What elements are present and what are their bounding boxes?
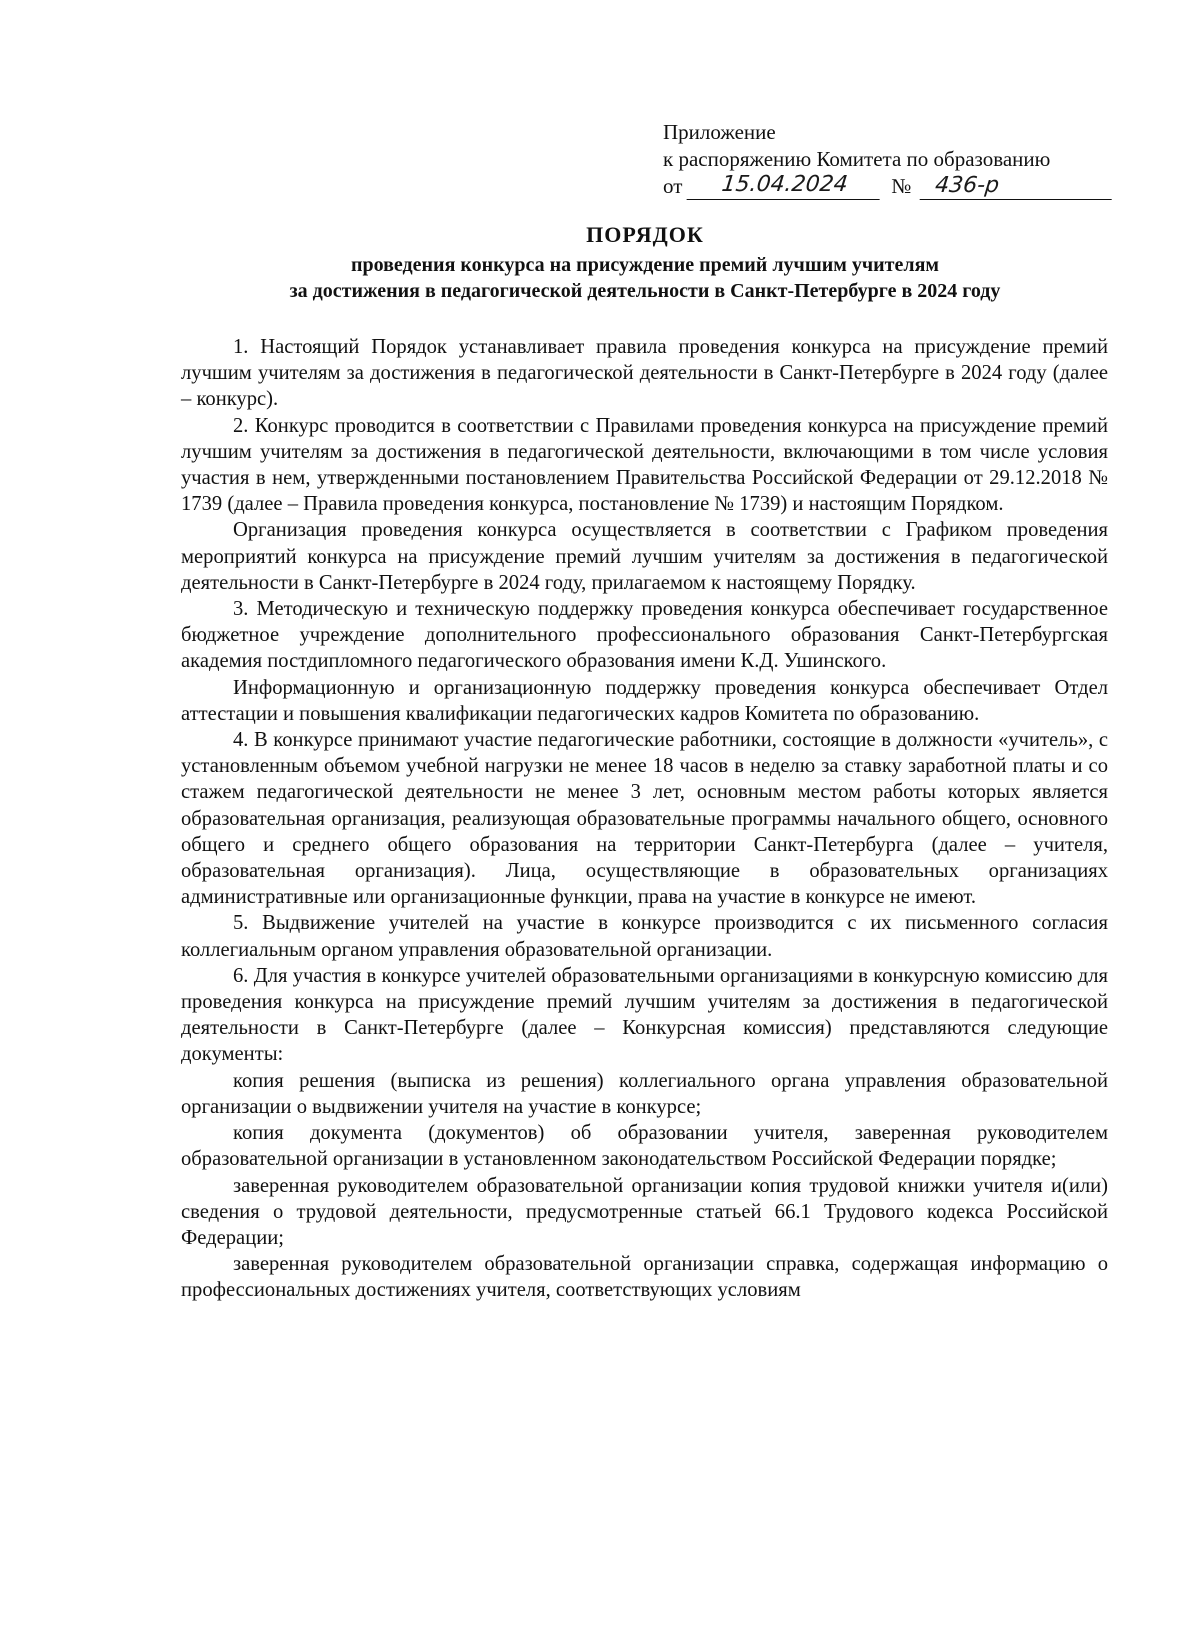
document-body (181, 334, 1108, 1304)
document-title: ПОРЯДОК (586, 222, 704, 247)
paragraph: Информационную и организационную поддержку проведения конкурса обеспечивает Отдел аттестации и повышения квалификации педагогических кадров Комитета по образованию. (181, 676, 1108, 725)
paragraph: 4. В конкурсе принимают участие педагогические работники, состоящие в должности «учитель», с установленным объемом учебной нагрузки не менее 18 часов в неделю за ставку заработной платы и со стажем педагогической деятельности не менее 3 лет, основным местом работы которых является образовательная организация, реализующая образовательные программы начального общего, основного общего и среднего общего образования на территории Санкт-Петербурга (далее – учителя, образовательная организация). Лица, осуществляющие в образовательных организациях административные или организационные функции, права на участие в конкурсе не имеют. (181, 729, 1108, 909)
appendix-title: Приложение (663, 120, 776, 144)
paragraph: 1. Настоящий Порядок устанавливает правила проведения конкурса на присуждение премий лучшим учителям за достижения в педагогической деятельности в Санкт-Петербурге в 2024 году (далее – конкурс). (181, 336, 1108, 411)
handwritten-date: 15.04.2024 (687, 173, 883, 200)
appendix-reference: к распоряжению Комитета по образованию (663, 147, 1051, 171)
paragraph: Организация проведения конкурса осуществляется в соответствии с Графиком проведения мероприятий конкурса на присуждение премий лучшим учителям за достижения в педагогической деятельности в Санкт-Петербурге в 2024 году, прилагаемом к настоящему Порядку. (181, 519, 1108, 594)
paragraph: копия решения (выписка из решения) коллегиального органа управления образовательной организации о выдвижении учителя на участие в конкурсе; (181, 1069, 1108, 1118)
paragraph: 2. Конкурс проводится в соответствии с Правилами проведения конкурса на присуждение премий лучшим учителям за достижения в педагогической деятельности, включающими в том числе условия участия в нем, утвержденными постановлением Правительства Российской Федерации от 29.12.2018 № 1739 (далее – Правила проведения конкурса, постановление № 1739) и настоящим Порядком. (181, 414, 1108, 516)
document-subtitle-line-2: за достижения в педагогической деятельности в Санкт-Петербурге в 2024 году (289, 280, 1001, 302)
appendix-block (663, 119, 1123, 200)
appendix-date-number-line (663, 173, 1123, 200)
number-label: № (891, 174, 912, 198)
from-label: от (663, 174, 683, 198)
paragraph: заверенная руководителем образовательной организации справка, содержащая информацию о профессиональных достижениях учителя, соответствующих условиям (181, 1253, 1108, 1302)
paragraph: копия документа (документов) об образовании учителя, заверенная руководителем образовательной организации в установленном законодательством Российской Федерации порядке; (181, 1122, 1108, 1171)
paragraph: заверенная руководителем образовательной организации копия трудовой книжки учителя и(или) сведения о трудовой деятельности, предусмотренные статьей 66.1 Трудового кодекса Российской Федерации; (181, 1174, 1108, 1249)
paragraph: 3. Методическую и техническую поддержку проведения конкурса обеспечивает государственное бюджетное учреждение дополнительного профессионального образования Санкт-Петербургская академия постдипломного педагогического образования имени К.Д. Ушинского. (181, 598, 1108, 673)
handwritten-number: 436-р (920, 174, 1115, 200)
paragraph: 5. Выдвижение учителей на участие в конкурсе производится с их письменного согласия коллегиальным органом управления образовательной организации. (181, 912, 1108, 961)
document-subtitle-line-1: проведения конкурса на присуждение премий лучшим учителям (350, 254, 940, 276)
paragraph: 6. Для участия в конкурсе учителей образовательными организациями в конкурсную комиссию для проведения конкурса на присуждение премий лучшим учителям за достижения в педагогической деятельности в Санкт-Петербурге (далее – Конкурсная комиссия) представляются следующие документы: (181, 964, 1108, 1066)
